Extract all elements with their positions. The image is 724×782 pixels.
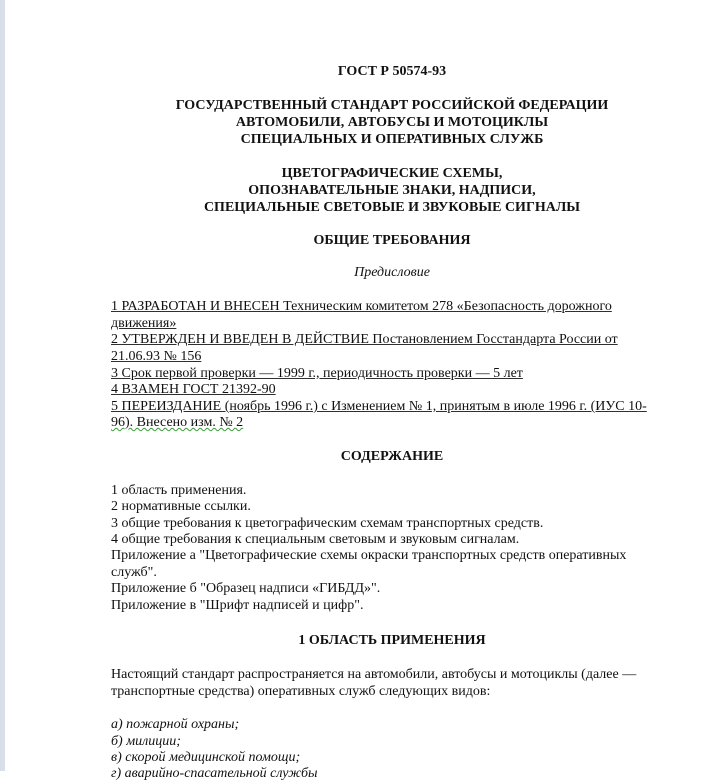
section1-list-item-c: в) скорой медицинской помощи; (111, 750, 301, 765)
contents-item-5: Приложение а "Цветографические схемы окраски транспортных средств оперативных (111, 548, 627, 563)
preface-line-6: 4 ВЗАМЕН ГОСТ 21392-90 (111, 382, 276, 397)
header-line-1: ГОСУДАРСТВЕННЫЙ СТАНДАРТ РОССИЙСКОЙ ФЕДЕРАЦИИ (175, 98, 609, 113)
preface-line-7: 5 ПЕРЕИЗДАНИЕ (ноябрь 1996 г.) с Изменением № 1, принятым в июле 1996 г. (ИУС 10- (111, 399, 647, 414)
header-line-2: АВТОМОБИЛИ, АВТОБУСЫ И МОТОЦИКЛЫ (235, 115, 549, 130)
title-line-1: ЦВЕТОГРАФИЧЕСКИЕ СХЕМЫ, (281, 166, 503, 181)
preface-line-1: 1 РАЗРАБОТАН И ВНЕСЕН Техническим комитетом 278 «Безопасность дорожного (111, 299, 612, 314)
preface-heading: Предисловие (354, 265, 430, 280)
contents-item-7: Приложение б "Образец надписи «ГИБДД»". (111, 581, 381, 596)
contents-item-1: 1 область применения. (111, 483, 247, 498)
contents-item-3: 3 общие требования к цветографическим схемам транспортных средств. (111, 516, 544, 531)
contents-heading: СОДЕРЖАНИЕ (340, 449, 444, 464)
title-line-2: ОПОЗНАВАТЕЛЬНЫЕ ЗНАКИ, НАДПИСИ, (248, 183, 536, 198)
section1-paragraph-line-2: транспортные средства) оперативных служб следующих видов: (111, 684, 491, 699)
preface-line-8: 96). Внесено изм. № 2 (111, 415, 244, 430)
preface-line-2: движения» (111, 316, 177, 331)
preface-line-4: 21.06.93 № 156 (111, 349, 202, 364)
contents-item-4: 4 общие требования к специальным световым и звуковым сигналам. (111, 532, 520, 547)
gost-number: ГОСТ Р 50574-93 (337, 64, 447, 79)
section1-heading: 1 ОБЛАСТЬ ПРИМЕНЕНИЯ (298, 633, 486, 648)
subtitle: ОБЩИЕ ТРЕБОВАНИЯ (313, 233, 471, 248)
contents-item-6: служб". (111, 565, 157, 580)
section1-list-item-b: б) милиции; (111, 734, 181, 749)
section1-list-item-d: г) аварийно-спасательной службы (111, 766, 318, 781)
contents-item-2: 2 нормативные ссылки. (111, 499, 251, 514)
title-line-3: СПЕЦИАЛЬНЫЕ СВЕТОВЫЕ И ЗВУКОВЫЕ СИГНАЛЫ (203, 200, 581, 215)
preface-line-5: 3 Срок первой проверки — 1999 г., периодичность проверки — 5 лет (111, 366, 523, 381)
contents-item-8: Приложение в "Шрифт надписей и цифр". (111, 598, 364, 613)
header-line-3: СПЕЦИАЛЬНЫХ И ОПЕРАТИВНЫХ СЛУЖБ (240, 132, 544, 147)
section1-paragraph-line-1: Настоящий стандарт распространяется на автомобили, автобусы и мотоциклы (далее — (111, 667, 637, 682)
preface-line-3: 2 УТВЕРЖДЕН И ВВЕДЕН В ДЕЙСТВИЕ Постановлением Госстандарта России от (111, 332, 618, 347)
section1-list-item-a: а) пожарной охраны; (111, 717, 240, 732)
